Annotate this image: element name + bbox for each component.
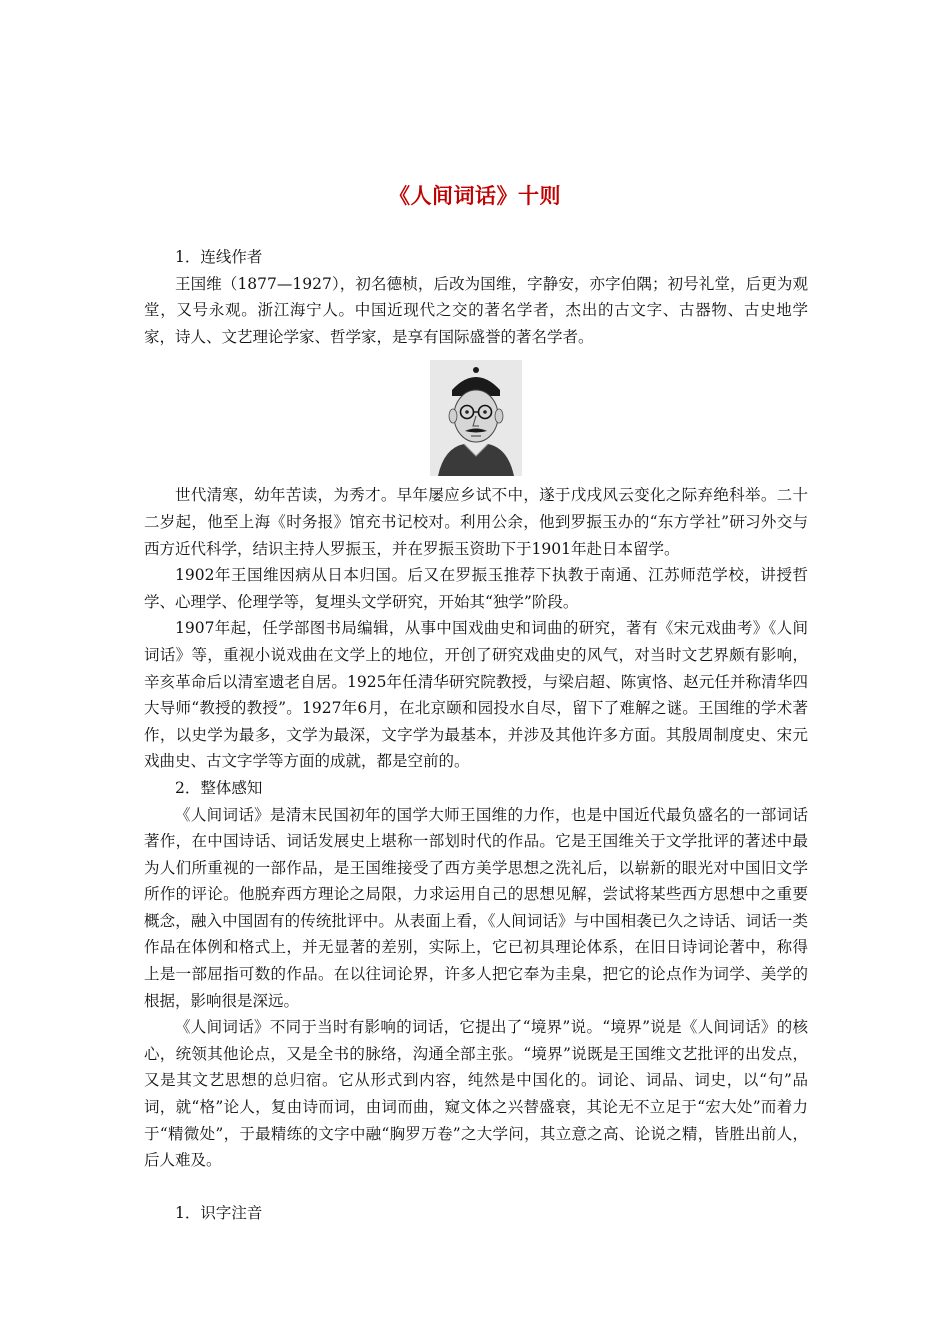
paragraph-author-intro: 王国维（1877—1927），初名德桢，后改为国维，字静安，亦字伯隅；初号礼堂，后更为观堂，又号永观。浙江海宁人。中国近现代之交的著名学者，杰出的古文字、古器物、古史地学家，诗人、文艺理论学家、哲学家，是享有国际盛誉的著名学者。 <box>144 274 808 346</box>
paragraph-career-1907: 1907年起，任学部图书局编辑，从事中国戏曲史和词曲的研究，著有《宋元戏曲考》《人间词话》等，重视小说戏曲在文学上的地位，开创了研究戏曲史的风气，对当时文艺界颇有影响，辛亥革命后以清室遗老自居。1925年任清华研究院教授，与梁启超、陈寅恪、赵元任并称清华四大导师“教授的教授”。1927年6月，在北京颐和园投水自尽，留下了难解之谜。王国维的学术著作，以史学为最多，文学为最深，文字学为最基本，并涉及其他许多方面。其殷周制度史、宋元戏曲史、古文字学等方面的成就，都是空前的。 <box>144 619 808 771</box>
section-heading-author: 1．连线作者 <box>175 248 263 266</box>
section-gap <box>144 1174 808 1200</box>
paragraph-overview-1: 《人间词话》是清末民国初年的国学大师王国维的力作，也是中国近代最负盛名的一部词话著作，在中国诗话、词话发展史上堪称一部划时代的作品。它是王国维关于文学批评的著述中最为人们所重视的一部作品，是王国维接受了西方美学思想之洗礼后，以崭新的眼光对中国旧文学所作的评论。他脱弃西方理论之局限，力求运用自己的思想见解，尝试将某些西方思想中之重要概念，融入中国固有的传统批评中。从表面上看，《人间词话》与中国相袭已久之诗话、词话一类作品在体例和格式上，并无显著的差别，实际上，它已初具理论体系，在旧日诗词论著中，称得上是一部屈指可数的作品。在以往词论界，许多人把它奉为圭臬，把它的论点作为词学、美学的根据，影响很是深远。 <box>144 805 808 1010</box>
section-heading-overview: 2．整体感知 <box>175 778 263 797</box>
portrait-photo-icon <box>430 360 522 476</box>
paragraph-return-1902: 1902年王国维因病从日本归国。后又在罗振玉推荐下执教于南通、江苏师范学校，讲授哲学、心理学、伦理学等，复埋头文学研究，开始其“独学”阶段。 <box>144 566 808 611</box>
document-title: 《人间词话》十则 <box>389 184 561 208</box>
section-heading-pronunciation: 1．识字注音 <box>175 1203 263 1222</box>
paragraph-overview-2: 《人间词话》不同于当时有影响的词话，它提出了“境界”说。“境界”说是《人间词话》的核心，统领其他论点，又是全书的脉络，沟通全部主张。“境界”说既是王国维文艺批评的出发点，又是其文艺思想的总归宿。它从形式到内容，纯然是中国化的。词论、词品、词史，以“句”品词，就“格”论人，复由诗而词，由词而曲，窥文体之兴替盛衰，其论无不立足于“宏大处”而着力于“精微处”，于最精练的文字中融“胸罗万卷”之大学问，其立意之高、论说之精，皆胜出前人，后人难及。 <box>144 1018 808 1170</box>
document-body <box>144 244 808 1226</box>
paragraph-early-life: 世代清寒，幼年苦读，为秀才。早年屡应乡试不中，遂于戊戌风云变化之际弃绝科举。二十二岁起，他至上海《时务报》馆充书记校对。利用公余，他到罗振玉办的“东方学社”研习外交与西方近代科学，结识主持人罗振玉，并在罗振玉资助下于1901年赴日本留学。 <box>144 486 808 558</box>
